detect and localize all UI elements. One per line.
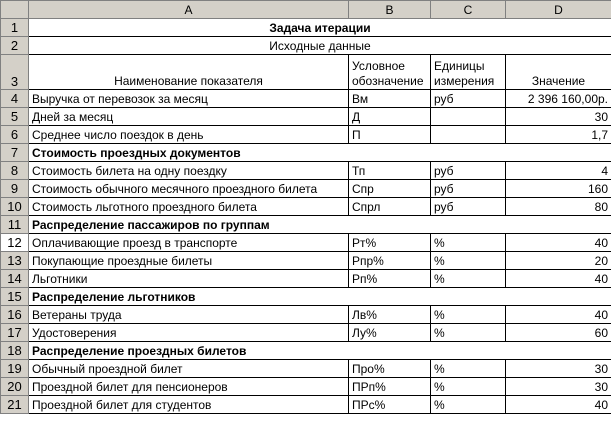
row-header[interactable]: 17 [1,324,29,342]
value-cell[interactable]: 40 [506,270,611,288]
value-cell[interactable]: 30 [506,360,611,378]
value-cell[interactable]: 40 [506,306,611,324]
header-symbol-line1: Условное [352,59,405,73]
sheet-subtitle[interactable]: Исходные данные [29,37,611,55]
value-cell[interactable]: 80 [506,198,611,216]
unit-cell[interactable]: руб [431,162,506,180]
table-row [1,234,611,252]
name-cell[interactable]: Проездной билет для студентов [29,396,349,414]
unit-cell[interactable] [431,108,506,126]
row-header[interactable]: 10 [1,198,29,216]
table-row [1,306,611,324]
name-cell[interactable]: Удостоверения [29,324,349,342]
column-header-b[interactable]: B [349,1,431,19]
row-header[interactable]: 9 [1,180,29,198]
name-cell[interactable]: Стоимость льготного проездного билета [29,198,349,216]
symbol-cell[interactable]: Лу% [349,324,431,342]
table-row [1,198,611,216]
select-all-corner[interactable] [1,1,29,19]
row-header[interactable]: 19 [1,360,29,378]
column-header-c[interactable]: C [431,1,506,19]
symbol-cell[interactable]: Д [349,108,431,126]
name-cell[interactable]: Ветераны труда [29,306,349,324]
section-row [1,288,611,306]
name-cell[interactable]: Проездной билет для пенсионеров [29,378,349,396]
row-header[interactable]: 16 [1,306,29,324]
symbol-cell[interactable]: П [349,126,431,144]
row-header[interactable]: 4 [1,90,29,108]
row-header[interactable]: 21 [1,396,29,414]
section-heading[interactable]: Распределение проездных билетов [29,342,611,360]
name-cell[interactable]: Среднее число поездок в день [29,126,349,144]
section-heading[interactable]: Распределение льготников [29,288,611,306]
symbol-cell[interactable]: Вм [349,90,431,108]
section-heading[interactable]: Распределение пассажиров по группам [29,216,611,234]
value-cell[interactable]: 1,7 [506,126,611,144]
row-header[interactable]: 5 [1,108,29,126]
row-header[interactable]: 8 [1,162,29,180]
table-row [1,396,611,414]
name-cell[interactable]: Оплачивающие проезд в транспорте [29,234,349,252]
symbol-cell[interactable]: Рп% [349,270,431,288]
section-row [1,342,611,360]
header-name-cell[interactable]: Наименование показателя [29,55,349,90]
row-header[interactable]: 3 [1,55,29,90]
unit-cell[interactable]: % [431,378,506,396]
symbol-cell[interactable]: ПРп% [349,378,431,396]
row-header[interactable]: 13 [1,252,29,270]
section-row [1,216,611,234]
value-cell[interactable]: 30 [506,378,611,396]
table-row [1,360,611,378]
value-cell[interactable]: 20 [506,252,611,270]
symbol-cell[interactable]: Рт% [349,234,431,252]
value-cell[interactable]: 40 [506,396,611,414]
table-row [1,378,611,396]
row-header[interactable]: 2 [1,37,29,55]
value-cell[interactable]: 30 [506,108,611,126]
header-unit-line1: Единицы [434,59,485,73]
unit-cell[interactable]: руб [431,198,506,216]
unit-cell[interactable]: % [431,396,506,414]
section-heading[interactable]: Стоимость проездных документов [29,144,611,162]
name-cell[interactable]: Дней за месяц [29,108,349,126]
column-header-a[interactable]: A [29,1,349,19]
table-row [1,270,611,288]
header-symbol-line2: обозначение [352,74,424,88]
symbol-cell[interactable]: Спр [349,180,431,198]
value-cell[interactable]: 40 [506,234,611,252]
name-cell[interactable]: Выручка от перевозок за месяц [29,90,349,108]
name-cell[interactable]: Стоимость билета на одну поездку [29,162,349,180]
name-cell[interactable]: Обычный проездной билет [29,360,349,378]
unit-cell[interactable] [431,126,506,144]
header-unit-cell[interactable] [431,55,506,90]
row-header[interactable]: 15 [1,288,29,306]
row-header[interactable]: 12 [1,234,29,252]
symbol-cell[interactable]: Рпр% [349,252,431,270]
value-cell[interactable]: 2 396 160,00р. [506,90,611,108]
unit-cell[interactable]: % [431,252,506,270]
unit-cell[interactable]: % [431,234,506,252]
header-value-cell[interactable]: Значение [506,55,611,90]
name-cell[interactable]: Покупающие проездные билеты [29,252,349,270]
symbol-cell[interactable]: Тп [349,162,431,180]
row-header[interactable]: 11 [1,216,29,234]
table-row [1,19,611,37]
table-row [1,324,611,342]
row-header[interactable]: 18 [1,342,29,360]
header-unit-line2: измерения [434,74,495,88]
column-header-d[interactable]: D [506,1,611,19]
symbol-cell[interactable]: Про% [349,360,431,378]
symbol-cell[interactable]: Лв% [349,306,431,324]
sheet-title[interactable]: Задача итерации [29,19,611,37]
unit-cell[interactable]: руб [431,90,506,108]
row-header[interactable]: 14 [1,270,29,288]
header-symbol-cell[interactable] [349,55,431,90]
value-cell[interactable]: 160 [506,180,611,198]
column-header-row [1,1,611,19]
name-cell[interactable]: Льготники [29,270,349,288]
row-header[interactable]: 7 [1,144,29,162]
value-cell[interactable]: 4 [506,162,611,180]
column-titles-row [1,55,611,90]
symbol-cell[interactable]: Спрл [349,198,431,216]
table-row [1,90,611,108]
row-header[interactable]: 1 [1,19,29,37]
unit-cell[interactable]: % [431,270,506,288]
section-row [1,144,611,162]
table-row [1,126,611,144]
name-cell[interactable]: Стоимость обычного месячного проездного билета [29,180,349,198]
unit-cell[interactable]: % [431,360,506,378]
value-cell[interactable]: 60 [506,324,611,342]
table-row [1,162,611,180]
table-row [1,180,611,198]
table-row [1,108,611,126]
table-row [1,37,611,55]
row-header[interactable]: 20 [1,378,29,396]
row-header[interactable]: 6 [1,126,29,144]
unit-cell[interactable]: руб [431,180,506,198]
unit-cell[interactable]: % [431,324,506,342]
symbol-cell[interactable]: ПРс% [349,396,431,414]
unit-cell[interactable]: % [431,306,506,324]
table-row [1,252,611,270]
